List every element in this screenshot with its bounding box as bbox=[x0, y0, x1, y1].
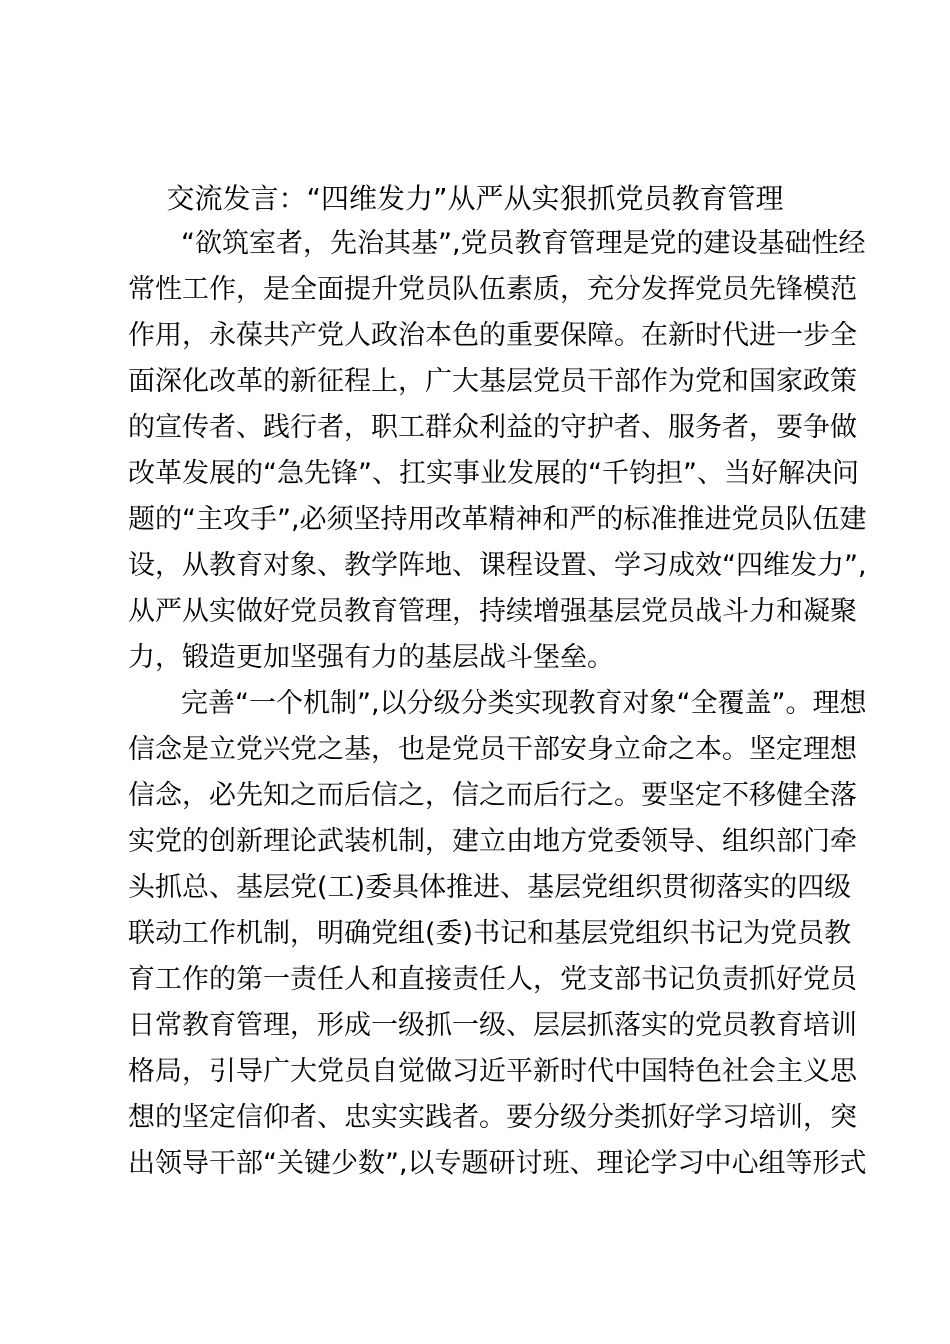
document-title: 交流发言：“四维发力”从严从实狠抓党员教育管理 bbox=[166, 182, 784, 215]
paragraph-line: 育工作的第一责任人和直接责任人，党支部书记负责抓好党员 bbox=[128, 964, 857, 995]
paragraph-line: 日常教育管理，形成一级抓一级、层层抓落实的党员教育培训 bbox=[128, 1010, 857, 1041]
paragraph-line: 题的“主攻手”,必须坚持用改革精神和严的标准推进党员队伍建 bbox=[128, 504, 867, 535]
paragraph-line: 信念是立党兴党之基，也是党员干部安身立命之本。坚定理想 bbox=[128, 734, 857, 765]
paragraph-line: 头抓总、基层党(工)委具体推进、基层党组织贯彻落实的四级 bbox=[128, 872, 852, 903]
paragraph-line: “欲筑室者，先治其基”,党员教育管理是党的建设基础性经 bbox=[181, 228, 866, 259]
paragraph-line: 从严从实做好党员教育管理，持续增强基层党员战斗力和凝聚 bbox=[128, 596, 857, 627]
paragraph-line: 出领导干部“关键少数”,以专题研讨班、理论学习中心组等形式 bbox=[128, 1148, 867, 1179]
paragraph-line: 设，从教育对象、教学阵地、课程设置、学习成效“四维发力”, bbox=[128, 550, 867, 581]
paragraph-line: 完善“一个机制”,以分级分类实现教育对象“全覆盖”。理想 bbox=[181, 688, 867, 719]
paragraph-line: 常性工作，是全面提升党员队伍素质，充分发挥党员先锋模范 bbox=[128, 274, 857, 305]
paragraph-line: 信念，必先知之而后信之，信之而后行之。要坚定不移健全落 bbox=[128, 780, 857, 811]
paragraph-line: 想的坚定信仰者、忠实实践者。要分级分类抓好学习培训，突 bbox=[128, 1102, 857, 1133]
paragraph-line: 面深化改革的新征程上，广大基层党员干部作为党和国家政策 bbox=[128, 366, 857, 397]
paragraph-line: 实党的创新理论武装机制，建立由地方党委领导、组织部门牵 bbox=[128, 826, 857, 857]
paragraph-line: 力，锻造更加坚强有力的基层战斗堡垒。 bbox=[128, 642, 614, 673]
paragraph-line: 的宣传者、践行者，职工群众利益的守护者、服务者，要争做 bbox=[128, 412, 857, 443]
paragraph-line: 改革发展的“急先锋”、扛实事业发展的“千钧担”、当好解决问 bbox=[128, 458, 859, 489]
paragraph-line: 联动工作机制，明确党组(委)书记和基层党组织书记为党员教 bbox=[128, 918, 852, 949]
paragraph-line: 作用，永葆共产党人政治本色的重要保障。在新时代进一步全 bbox=[128, 320, 857, 351]
paragraph-line: 格局，引导广大党员自觉做习近平新时代中国特色社会主义思 bbox=[128, 1056, 857, 1087]
